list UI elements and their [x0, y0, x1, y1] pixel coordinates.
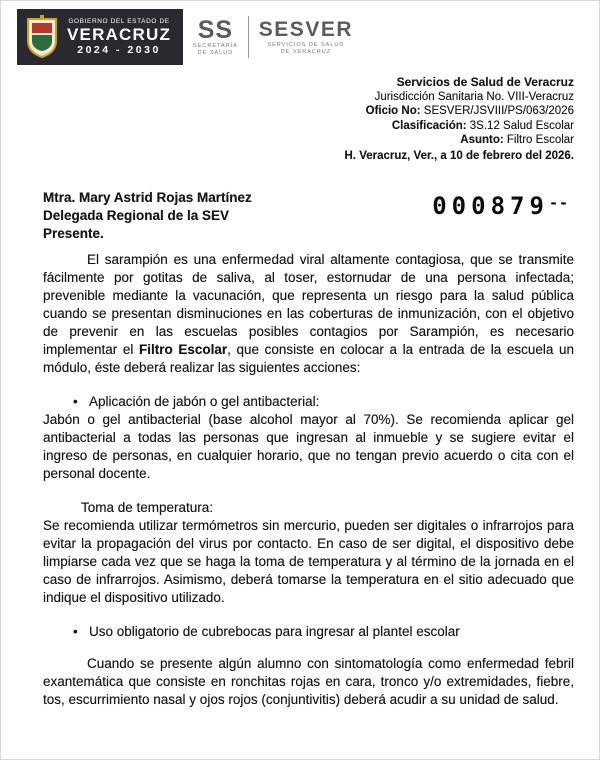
sesver-subtitle-1: SERVICIOS DE SALUD	[267, 42, 345, 48]
asunto-label: Asunto:	[460, 134, 504, 146]
veracruz-coat-of-arms-icon	[25, 15, 59, 59]
veracruz-logo-text	[67, 18, 171, 56]
oficio-line	[345, 104, 575, 119]
gov-line1: GOBIERNO DEL ESTADO DE	[68, 18, 170, 25]
sesver-subtitle-2: DE VERACRUZ	[280, 49, 332, 55]
gov-line3: 2024 - 2030	[77, 44, 161, 56]
veracruz-government-logo	[17, 9, 183, 65]
jurisdiction-line: Jurisdicción Sanitaria No. VIII-Veracruz	[374, 90, 574, 103]
ss-abbr: SS	[197, 16, 234, 44]
bullet-item-cubrebocas	[43, 623, 574, 641]
filtro-escolar-emphasis: Filtro Escolar	[139, 342, 228, 357]
asunto-value: Filtro Escolar	[503, 134, 574, 146]
bullet-icon: •	[73, 394, 78, 409]
letter-body	[43, 189, 574, 709]
logo-divider	[248, 16, 249, 58]
recipient-name: Mtra. Mary Astrid Rojas Martínez	[43, 190, 252, 205]
paragraph-sintomatologia: Cuando se presente algún alumno con sintomatología como enfermedad febril exantemática que consiste en ronchitas rojas en cara, tronco y/o extremidades, fiebre, tos, escurrimiento nasal y ojos rojos (conjuntivitis) deberá acudir a su unidad de salud.	[43, 656, 574, 707]
paragraph-gel: Jabón o gel antibacterial (base alcohol mayor al 70%). Se recomienda aplicar gel antibacterial a todas las personas que ingresan al inmueble y se sugiere evitar el ingreso de personas, en cualquier horario, que no tengan previo acuerdo o cita con el personal docente.	[43, 412, 574, 481]
paragraph-temperatura: Se recomienda utilizar termómetros sin mercurio, pueden ser digitales o infrarrojos para evitar la propagación del virus por contacto. En caso de ser digital, el dispositivo debe limpiarse cada vez que se haga la toma de temperatura y al término de la jornada en el caso de infrarrojos. Asimismo, deberá tomarse la temperatura en el sitio adecuado que indique el dispositivo utilizado.	[43, 518, 574, 605]
paragraph-intro-pre: El sarampión es una enfermedad viral altamente contagiosa, que se transmite fácilmente por gotitas de saliva, al toser, estornudar de una persona infectada; prevenible mediante la vacunación, que representa un riesgo para la salud pública cuando se presentan disminuciones en las coberturas de inmunización, con el objetivo de prevenir en las escuelas posibles contagios por Sarampión, es necesario implementar el	[43, 252, 574, 357]
recipient-salutation: Presente.	[43, 226, 104, 241]
clasificacion-value: 3S.12 Salud Escolar	[466, 119, 574, 132]
sesver-abbr: SESVER	[258, 18, 353, 41]
ss-subtitle-1: SECRETARÍA	[193, 43, 238, 49]
bullet-item-gel	[43, 393, 574, 411]
bullet-icon: •	[73, 624, 78, 639]
letterhead-logos	[17, 9, 353, 65]
oficio-value: SESVER/JSVIII/PS/063/2026	[420, 105, 574, 117]
place-date-line: H. Veracruz, Ver., a 10 de febrero del 2026.	[344, 149, 574, 162]
bullet-gel-label: Aplicación de jabón o gel antibacterial:	[89, 394, 320, 409]
letterhead-info	[345, 75, 575, 163]
folio-number: 000879	[432, 192, 549, 220]
bullet-cubrebocas-label: Uso obligatorio de cubrebocas para ingresar al plantel escolar	[89, 624, 460, 639]
folio-suffix: --	[548, 194, 569, 212]
paragraph-intro-post: , que consiste en colocar a la entrada de la escuela un módulo, éste deberá realizar las siguientes acciones:	[43, 342, 574, 375]
secretaria-salud-logo	[193, 17, 238, 57]
gov-line2: VERACRUZ	[67, 25, 172, 44]
paragraph-intro	[43, 251, 574, 377]
clasificacion-label: Clasificación:	[391, 119, 467, 132]
recipient-title: Delegada Regional de la SEV	[43, 208, 230, 223]
subheading-temperatura: Toma de temperatura:	[81, 500, 214, 515]
org-name: Servicios de Salud de Veracruz	[396, 75, 574, 89]
recipient-block	[43, 189, 574, 243]
asunto-line	[345, 133, 575, 148]
sesver-logo	[259, 18, 353, 56]
clasificacion-line	[345, 119, 575, 134]
oficio-label: Oficio No:	[365, 105, 421, 117]
ss-subtitle-2: DE SALUD	[197, 50, 234, 56]
